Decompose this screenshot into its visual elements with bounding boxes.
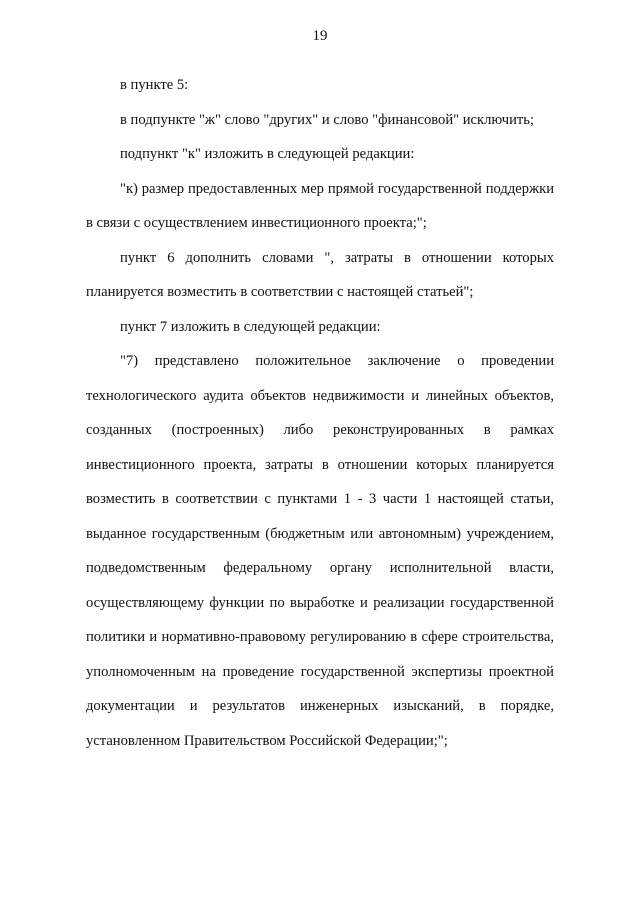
paragraph-subpoint-k-intro: подпункт "к" изложить в следующей редакции: <box>120 146 415 162</box>
page-number: 19 <box>312 28 328 44</box>
document-body <box>86 68 554 758</box>
paragraph-point-7-text: "7) представлено положительное заключение о проведении технологического аудита объектов недвижимости и линейных объектов, созданных (построенных) либо реконструированных в рамках инвестиционного проекта, затраты в отношении которых планируется возместить в соответствии с пунктами 1 - 3 части 1 настоящей статьи, выданное государственным (бюджетным или автономным) учреждением, подведомственным федеральному органу исполнительной власти, осуществляющему функции по выработке и реализации государственной политики и нормативно-правовому регулированию в сфере строительства, уполномоченным на проведение государственной экспертизы проектной документации и результатов инженерных изысканий, в порядке, установленном Правительством Российской Федерации;"; <box>86 353 554 749</box>
paragraph-subpoint-zh: в подпункте "ж" слово "других" и слово "финансовой" исключить; <box>120 111 534 128</box>
paragraph-point-7-intro: пункт 7 изложить в следующей редакции: <box>120 318 381 335</box>
paragraph-point-5: в пункте 5: <box>120 77 189 93</box>
paragraph-point-6: пункт 6 дополнить словами ", затраты в отношении которых планируется возместить в соответствии с настоящей статьей"; <box>86 249 554 300</box>
paragraph-subpoint-k-text: "к) размер предоставленных мер прямой государственной поддержки в связи с осуществлением инвестиционного проекта;"; <box>86 180 554 231</box>
